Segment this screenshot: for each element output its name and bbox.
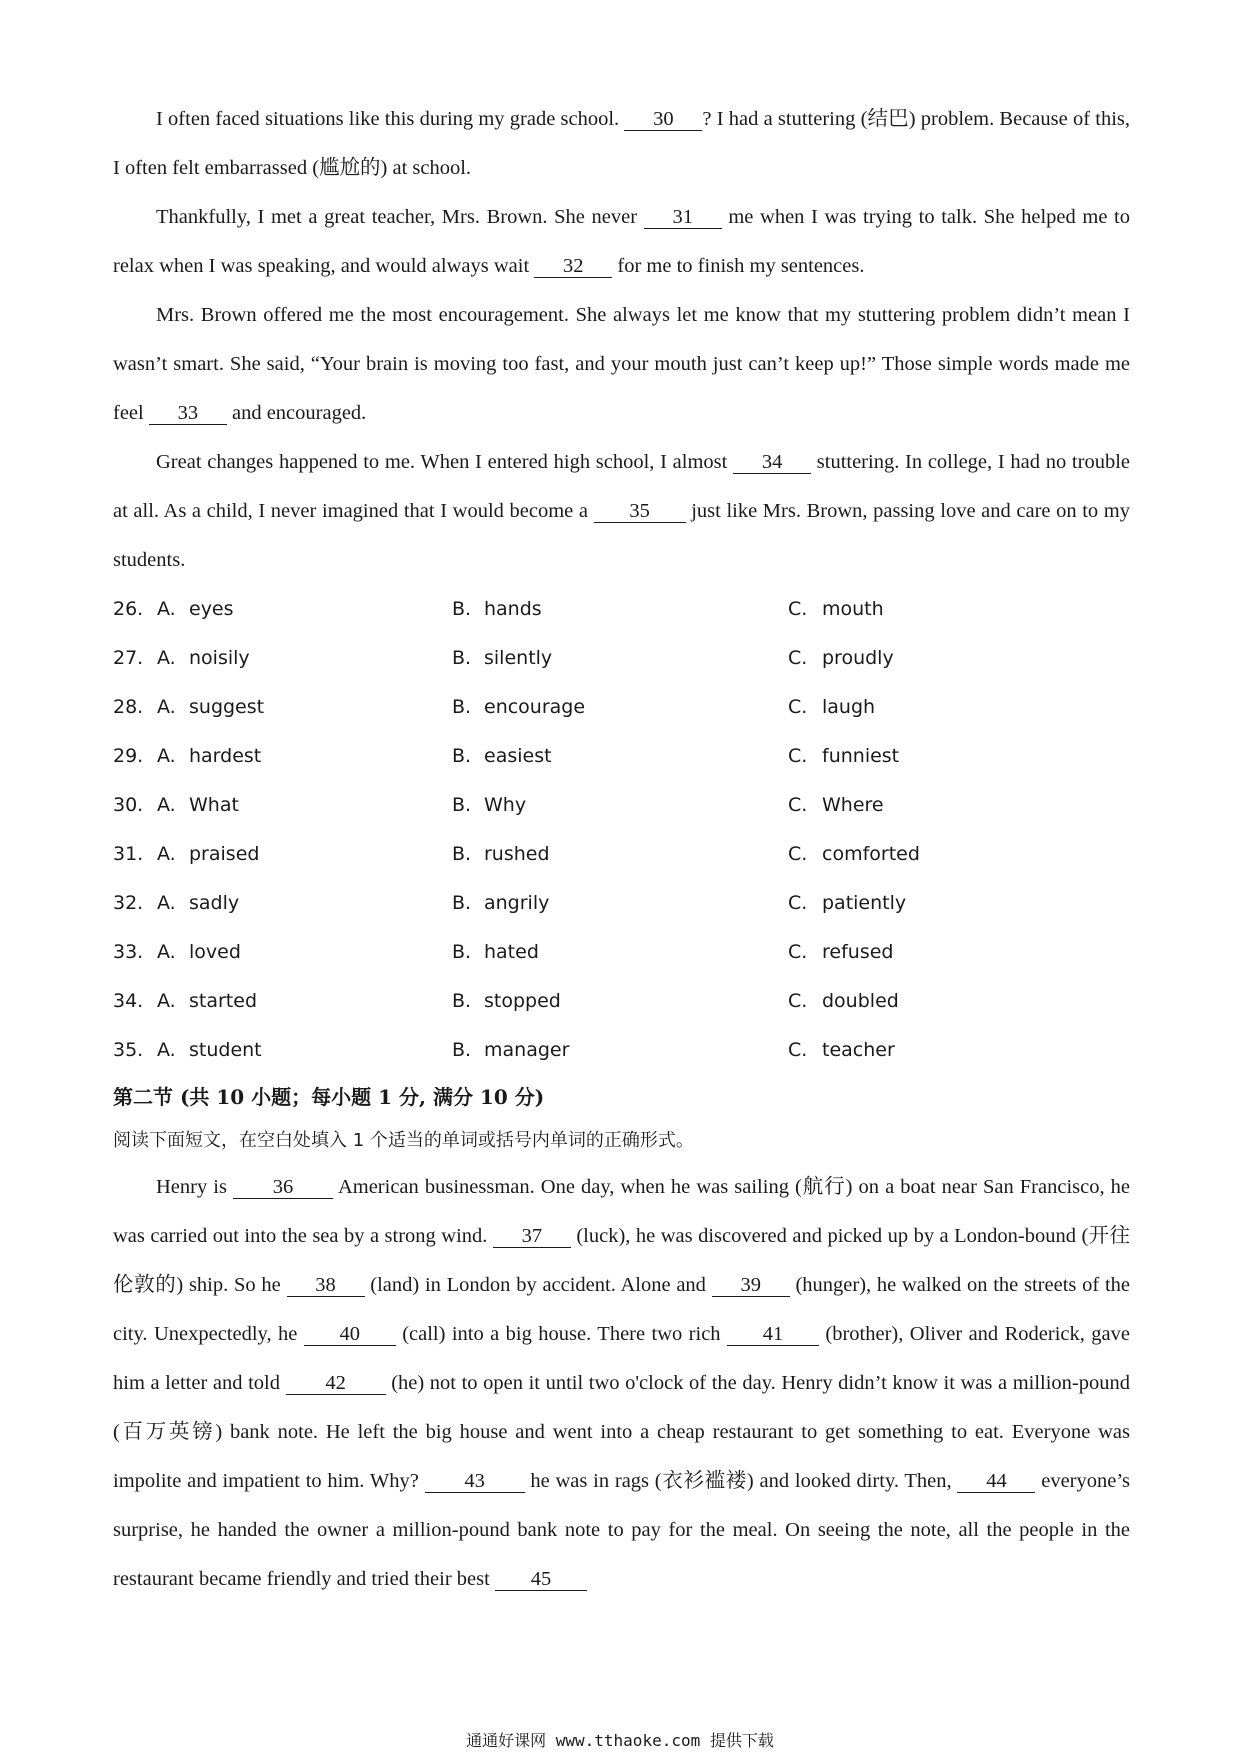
option-letter: B. bbox=[452, 941, 472, 963]
option-c: Where bbox=[822, 794, 884, 816]
option-b: easiest bbox=[484, 745, 552, 767]
blank-39: 39 bbox=[712, 1274, 790, 1297]
option-letter: C. bbox=[788, 1039, 808, 1061]
text: Henry is bbox=[156, 1176, 234, 1198]
blank-33: 33 bbox=[149, 402, 227, 425]
option-letter: A. bbox=[157, 892, 176, 914]
question-row bbox=[113, 585, 1130, 634]
option-letter: A. bbox=[157, 794, 176, 816]
paragraph bbox=[113, 95, 1130, 193]
blank-32: 32 bbox=[534, 255, 612, 278]
text: me when I was trying to talk. She helped me to relax when I was speaking, and would always wait bbox=[113, 206, 1130, 277]
blank-45: 45 bbox=[495, 1568, 587, 1591]
question-row bbox=[113, 928, 1130, 977]
question-row bbox=[113, 1026, 1130, 1075]
text: (call) into a big house. There two rich bbox=[395, 1323, 727, 1345]
option-a: eyes bbox=[189, 598, 234, 620]
text: (land) in London by accident. Alone and bbox=[364, 1274, 712, 1296]
question-row bbox=[113, 830, 1130, 879]
option-letter: C. bbox=[788, 990, 808, 1012]
text: (hunger), he walked on the streets of the city. Unexpectedly, he bbox=[113, 1274, 1130, 1345]
option-letter: B. bbox=[452, 990, 472, 1012]
option-letter: A. bbox=[157, 1039, 176, 1061]
question-number: 32. bbox=[113, 892, 144, 914]
blank-40: 40 bbox=[304, 1323, 396, 1346]
option-letter: C. bbox=[788, 941, 808, 963]
option-b: silently bbox=[484, 647, 553, 669]
option-letter: B. bbox=[452, 647, 472, 669]
blank-42: 42 bbox=[286, 1372, 386, 1395]
blank-30: 30 bbox=[624, 108, 702, 131]
option-b: encourage bbox=[484, 696, 586, 718]
option-letter: B. bbox=[452, 843, 472, 865]
text: stuttering. In college, I had no trouble at all. As a child, I never imagined that I would become a bbox=[113, 451, 1130, 522]
option-b: hated bbox=[484, 941, 539, 963]
option-letter: C. bbox=[788, 843, 808, 865]
text: (luck), he was discovered and picked up by a London-bound (开往伦敦的) ship. So he bbox=[113, 1225, 1130, 1296]
option-c: teacher bbox=[822, 1039, 895, 1061]
option-a: noisily bbox=[189, 647, 250, 669]
option-c: comforted bbox=[822, 843, 920, 865]
option-b: manager bbox=[484, 1039, 570, 1061]
question-row bbox=[113, 683, 1130, 732]
text: Mrs. Brown offered me the most encouragement. She always let me know that my stuttering problem didn’t mean I wasn’t smart. She said, “Your brain is moving too fast, and your mouth just can’t keep up!” Those simple words made me feel bbox=[113, 304, 1130, 424]
question-number: 29. bbox=[113, 745, 144, 767]
blank-44: 44 bbox=[957, 1470, 1035, 1493]
text: just like Mrs. Brown, passing love and care on to my students. bbox=[113, 500, 1130, 571]
option-letter: B. bbox=[452, 745, 472, 767]
option-letter: C. bbox=[788, 696, 808, 718]
option-letter: C. bbox=[788, 598, 808, 620]
blank-31: 31 bbox=[644, 206, 722, 229]
question-number: 34. bbox=[113, 990, 144, 1012]
text: he was in rags (衣衫褴褛) and looked dirty. Then, bbox=[524, 1470, 958, 1492]
option-a: What bbox=[189, 794, 239, 816]
option-letter: B. bbox=[452, 794, 472, 816]
option-letter: A. bbox=[157, 843, 176, 865]
question-number: 27. bbox=[113, 647, 144, 669]
option-letter: A. bbox=[157, 696, 176, 718]
option-a: started bbox=[189, 990, 258, 1012]
option-a: sadly bbox=[189, 892, 240, 914]
question-row bbox=[113, 977, 1130, 1026]
option-c: proudly bbox=[822, 647, 894, 669]
options-list bbox=[113, 585, 1130, 1075]
text: Thankfully, I met a great teacher, Mrs. Brown. She never bbox=[156, 206, 644, 228]
option-c: laugh bbox=[822, 696, 876, 718]
question-number: 31. bbox=[113, 843, 144, 865]
blank-43: 43 bbox=[425, 1470, 525, 1493]
blank-38: 38 bbox=[287, 1274, 365, 1297]
text: I often faced situations like this during my grade school. bbox=[156, 108, 625, 130]
section-title: 第二节 (共 10 小题；每小题 1 分, 满分 10 分) bbox=[113, 1085, 545, 1109]
text: American businessman. One day, when he was sailing (航行) on a boat near San Francisco, he was carried out into the sea by a strong wind. bbox=[113, 1176, 1130, 1247]
option-b: Why bbox=[484, 794, 527, 816]
option-letter: C. bbox=[788, 794, 808, 816]
paragraph bbox=[113, 438, 1130, 585]
blank-41: 41 bbox=[727, 1323, 819, 1346]
text: (he) not to open it until two o'clock of the day. Henry didn’t know it was a million-pound (百万英镑) bank note. He left the big house and went into a cheap restaurant to get something to eat. Everyone was impolite and impatient to him. Why? bbox=[113, 1372, 1130, 1492]
option-a: praised bbox=[189, 843, 260, 865]
text: everyone’s surprise, he handed the owner a million-pound bank note to pay for the meal. On seeing the note, all the people in the restaurant became friendly and tried their best bbox=[113, 1470, 1131, 1590]
option-letter: C. bbox=[788, 892, 808, 914]
option-c: funniest bbox=[822, 745, 900, 767]
paragraph bbox=[113, 1163, 1130, 1604]
option-b: rushed bbox=[484, 843, 550, 865]
option-letter: B. bbox=[452, 1039, 472, 1061]
option-a: hardest bbox=[189, 745, 262, 767]
question-number: 30. bbox=[113, 794, 144, 816]
option-c: doubled bbox=[822, 990, 899, 1012]
option-c: refused bbox=[822, 941, 894, 963]
option-c: mouth bbox=[822, 598, 884, 620]
blank-37: 37 bbox=[493, 1225, 571, 1248]
text: ? I had a stuttering (结巴) problem. Because of this, I often felt embarrassed (尴尬的) at school. bbox=[113, 108, 1130, 179]
text: and encouraged. bbox=[226, 402, 367, 424]
question-number: 26. bbox=[113, 598, 144, 620]
option-b: hands bbox=[484, 598, 542, 620]
text: (brother), Oliver and Roderick, gave him a letter and told bbox=[113, 1323, 1130, 1394]
question-row bbox=[113, 879, 1130, 928]
paragraph bbox=[113, 291, 1130, 438]
option-letter: B. bbox=[452, 598, 472, 620]
question-number: 35. bbox=[113, 1039, 144, 1061]
option-letter: A. bbox=[157, 598, 176, 620]
text: Great changes happened to me. When I entered high school, I almost bbox=[156, 451, 734, 473]
page-footer: 通通好课网 www.tthaoke.com 提供下载 bbox=[466, 1731, 774, 1750]
option-letter: A. bbox=[157, 745, 176, 767]
section-instruction: 阅读下面短文，在空白处填入 1 个适当的单词或括号内单词的正确形式。 bbox=[113, 1130, 694, 1151]
option-c: patiently bbox=[822, 892, 907, 914]
option-letter: B. bbox=[452, 892, 472, 914]
option-letter: B. bbox=[452, 696, 472, 718]
question-row bbox=[113, 634, 1130, 683]
option-letter: C. bbox=[788, 647, 808, 669]
question-number: 33. bbox=[113, 941, 144, 963]
option-a: suggest bbox=[189, 696, 265, 718]
option-a: student bbox=[189, 1039, 262, 1061]
blank-35: 35 bbox=[594, 500, 686, 523]
option-letter: A. bbox=[157, 990, 176, 1012]
question-row bbox=[113, 732, 1130, 781]
option-letter: A. bbox=[157, 647, 176, 669]
question-row bbox=[113, 781, 1130, 830]
option-letter: A. bbox=[157, 941, 176, 963]
question-number: 28. bbox=[113, 696, 144, 718]
blank-36: 36 bbox=[233, 1176, 333, 1199]
paragraph bbox=[113, 193, 1130, 291]
option-b: stopped bbox=[484, 990, 561, 1012]
text: for me to finish my sentences. bbox=[612, 255, 865, 277]
document-page bbox=[113, 95, 1130, 1604]
option-a: loved bbox=[189, 941, 241, 963]
option-letter: C. bbox=[788, 745, 808, 767]
option-b: angrily bbox=[484, 892, 550, 914]
blank-34: 34 bbox=[733, 451, 811, 474]
